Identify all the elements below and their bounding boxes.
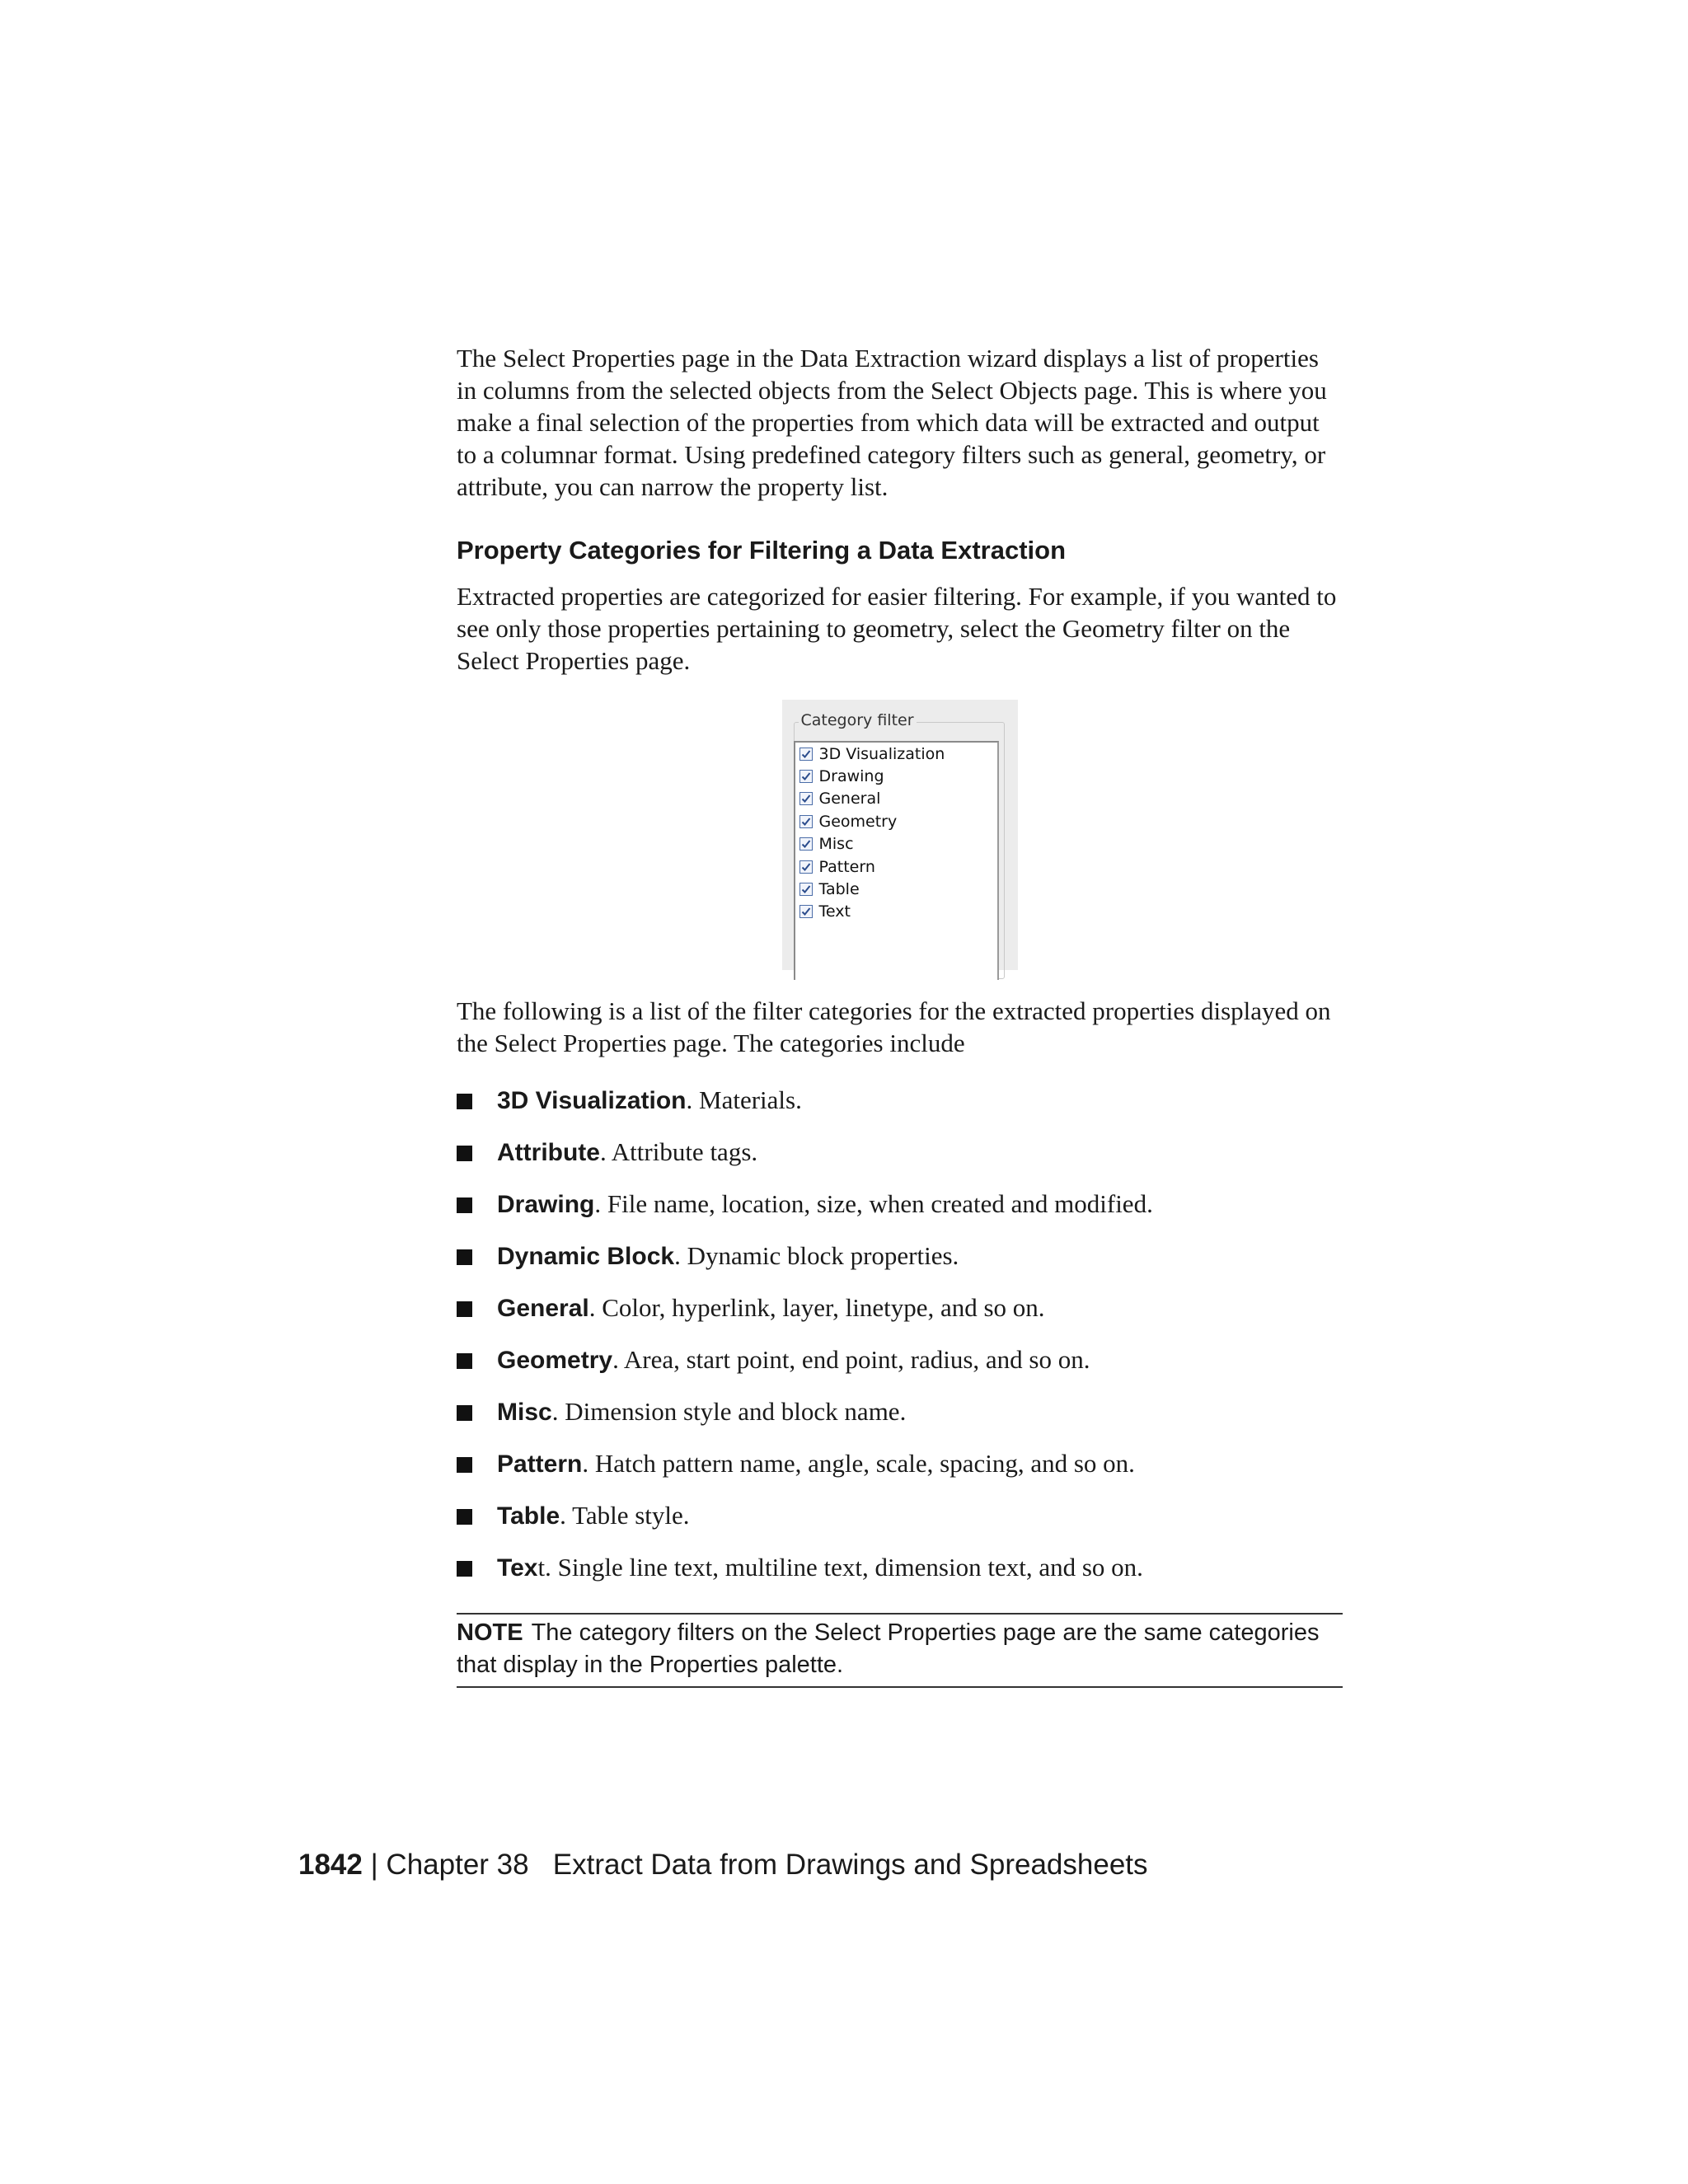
category-term: Geometry [497, 1347, 613, 1374]
category-filter-figure [457, 700, 1343, 970]
list-intro-paragraph: The following is a list of the filter categories for the extracted properties displayed on the Select Properties page. The categories include [457, 996, 1331, 1057]
filter-item-general[interactable] [795, 788, 997, 810]
list-item [457, 1291, 1343, 1324]
category-description: . Attribute tags. [599, 1137, 758, 1166]
bullet-icon [457, 1457, 472, 1473]
bullet-icon [457, 1146, 472, 1161]
bullet-icon [457, 1561, 472, 1577]
category-term: Attribute [497, 1139, 600, 1166]
filter-item-label: General [818, 790, 881, 808]
checkbox-checked-icon[interactable] [799, 837, 813, 851]
category-filter-list[interactable] [794, 741, 999, 980]
list-item [457, 1084, 1343, 1116]
category-term: Pattern [497, 1451, 583, 1478]
list-item [457, 1343, 1343, 1376]
checkbox-checked-icon[interactable] [799, 770, 813, 783]
intro-paragraph: The Select Properties page in the Data Extraction wizard displays a list of properties in columns from the selected objects from the Select Objects page. This is where you make a final selection of the properties from which data will be extracted and output to a columnar format. Using predefined category filters such as general, geometry, or attribute, you can narrow the property list. [457, 344, 1327, 501]
filter-item-label: 3D Visualization [818, 744, 945, 763]
footer-separator: | [362, 1849, 387, 1881]
category-term: 3D Visualization [497, 1087, 687, 1114]
list-item [457, 1499, 1343, 1531]
category-term: Misc [497, 1399, 552, 1426]
category-description: . Table style. [560, 1501, 690, 1530]
category-description: . Dynamic block properties. [674, 1241, 959, 1270]
category-list [457, 1084, 1343, 1583]
note-label: NOTE [457, 1619, 523, 1646]
filter-item-3d-visualization[interactable] [795, 743, 997, 765]
filter-item-label: Text [818, 902, 851, 921]
filter-item-geometry[interactable] [795, 810, 997, 832]
category-description: . Color, hyperlink, layer, linetype, and so on. [588, 1293, 1045, 1322]
list-item [457, 1188, 1343, 1220]
category-description: . Hatch pattern name, angle, scale, spacing, and so on. [582, 1449, 1135, 1478]
category-description: . Dimension style and block name. [551, 1397, 907, 1426]
checkbox-checked-icon[interactable] [799, 792, 813, 805]
note-text: The category filters on the Select Properties page are the same categories that display in the Properties palette. [457, 1619, 1320, 1678]
bullet-icon [457, 1405, 472, 1421]
note-box [457, 1613, 1343, 1688]
bullet-icon [457, 1509, 472, 1525]
checkbox-checked-icon[interactable] [799, 883, 813, 896]
list-item [457, 1395, 1343, 1427]
filter-item-drawing[interactable] [795, 765, 997, 787]
section-paragraph: Extracted properties are categorized for easier filtering. For example, if you wanted to see only those properties pertaining to geometry, select the Geometry filter on the Select Properties page. [457, 582, 1337, 675]
filter-item-label: Geometry [818, 812, 898, 831]
filter-item-label: Drawing [818, 767, 884, 786]
list-item [457, 1240, 1343, 1272]
category-term: General [497, 1295, 589, 1322]
category-description: . File name, location, size, when created and modified. [594, 1189, 1153, 1218]
category-description: t. Single line text, multiline text, dimension text, and so on. [537, 1553, 1143, 1582]
list-item [457, 1447, 1343, 1479]
list-item [457, 1136, 1343, 1168]
filter-item-pattern[interactable] [795, 855, 997, 878]
category-term: Drawing [497, 1191, 595, 1218]
checkbox-checked-icon[interactable] [799, 748, 813, 761]
bullet-icon [457, 1197, 472, 1213]
page-footer [298, 1849, 1148, 1882]
filter-item-table[interactable] [795, 878, 997, 900]
category-description: . Area, start point, end point, radius, and so on. [612, 1345, 1090, 1374]
category-term: Dynamic Block [497, 1243, 675, 1270]
category-term: Tex [497, 1554, 538, 1582]
section-heading: Property Categories for Filtering a Data Extraction [457, 536, 1067, 565]
category-filter-dialog [782, 700, 1018, 970]
chapter-label: Chapter 38 [386, 1849, 529, 1881]
bullet-icon [457, 1249, 472, 1265]
page-content [457, 342, 1343, 1688]
checkbox-checked-icon[interactable] [799, 905, 813, 918]
filter-item-label: Misc [818, 835, 854, 854]
bullet-icon [457, 1301, 472, 1317]
category-filter-label: Category filter [799, 711, 917, 729]
category-term: Table [497, 1502, 560, 1530]
filter-item-text[interactable] [795, 901, 997, 923]
checkbox-checked-icon[interactable] [799, 815, 813, 828]
bullet-icon [457, 1094, 472, 1109]
filter-item-label: Pattern [818, 857, 875, 876]
category-description: . Materials. [686, 1085, 802, 1114]
checkbox-checked-icon[interactable] [799, 860, 813, 874]
page-number: 1842 [298, 1849, 363, 1881]
chapter-title: Extract Data from Drawings and Spreadsheets [552, 1849, 1148, 1881]
list-item [457, 1551, 1343, 1583]
bullet-icon [457, 1353, 472, 1369]
filter-item-label: Table [818, 880, 860, 899]
filter-item-misc[interactable] [795, 833, 997, 855]
